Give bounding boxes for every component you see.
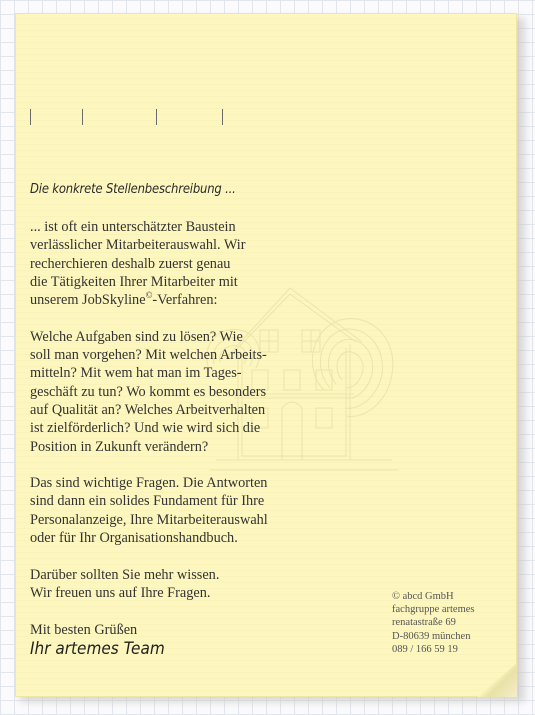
text-line: Welche Aufgaben sind zu lösen? Wie <box>30 328 243 345</box>
text-line: Wir freuen uns auf Ihre Fragen. <box>30 584 211 601</box>
paragraph-closing <box>30 566 315 603</box>
text-line: Position in Zukunft verändern? <box>30 438 209 455</box>
fold-mark <box>30 109 31 125</box>
text-line: die Tätigkeiten Ihrer Mitarbeiter mit <box>30 273 238 290</box>
text-line: ist zielförderlich? Und wie wird sich die <box>30 420 261 437</box>
contact-city: D-80639 münchen <box>392 630 471 642</box>
contact-company: © abcd GmbH <box>392 591 454 602</box>
contact-phone: 089 / 166 59 19 <box>392 643 458 655</box>
fold-mark <box>222 109 223 125</box>
contact-block <box>392 590 475 656</box>
page-curl <box>477 663 517 697</box>
copyright-mark: © <box>145 290 153 301</box>
text-line: sind dann ein solides Fundament für Ihre <box>30 493 265 510</box>
contact-group: fachgruppe artemes <box>392 604 475 616</box>
text-line <box>30 291 315 309</box>
text-line: Darüber sollten Sie mehr wissen. <box>30 566 220 583</box>
fold-marks <box>30 109 230 125</box>
text-line: Das sind wichtige Fragen. Die Antworten <box>30 475 268 492</box>
signature: Ihr artemes Team <box>30 639 165 659</box>
paragraph-answers <box>30 474 315 547</box>
text-line: soll man vorgehen? Mit welchen Arbeits- <box>30 347 267 364</box>
paragraph-greeting <box>30 621 315 639</box>
contact-street: renatastraße 69 <box>392 617 456 629</box>
text-line: oder für Ihr Organisationshandbuch. <box>30 530 238 547</box>
text-fragment: -Verfahren: <box>152 292 218 309</box>
greeting-line: Mit besten Grüßen <box>30 621 138 638</box>
paragraph-intro <box>30 218 315 309</box>
text-line: geschäft zu tun? Wo kommt es besonders <box>30 383 267 400</box>
text-line: ... ist oft ein unterschätzter Baustein <box>30 219 236 235</box>
text-line: verlässlicher Mitarbeiterauswahl. Wir <box>30 237 246 254</box>
body-text <box>30 218 315 657</box>
text-fragment: unserem JobSkyline <box>30 292 146 309</box>
heading: Die konkrete Stellenbeschreibung ... <box>30 181 236 197</box>
fold-mark <box>156 109 157 125</box>
text-line: Personalanzeige, Ihre Mitarbeiterauswahl <box>30 511 268 528</box>
paragraph-questions <box>30 328 315 456</box>
fold-mark <box>82 109 83 125</box>
text-line: auf Qualität an? Welches Arbeitverhalten <box>30 401 266 418</box>
text-line: recherchieren deshalb zuerst genau <box>30 255 231 272</box>
text-line: mitteln? Mit wem hat man im Tages- <box>30 365 242 382</box>
